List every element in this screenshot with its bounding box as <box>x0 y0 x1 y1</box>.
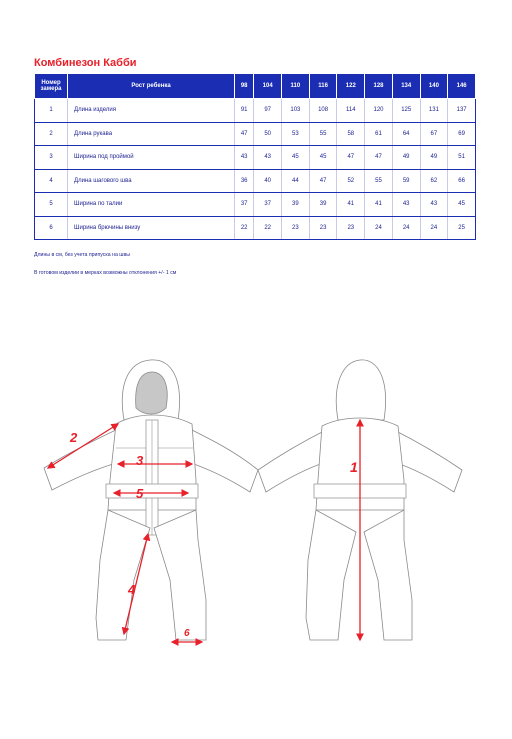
table-cell: 50 <box>254 122 282 146</box>
table-cell: 39 <box>282 193 310 217</box>
measure-name: Длина изделия <box>68 99 235 123</box>
marker-number: 3 <box>136 453 144 468</box>
table-cell: 45 <box>448 193 476 217</box>
table-cell: 36 <box>235 169 254 193</box>
measure-number: 1 <box>35 99 68 123</box>
table-cell: 22 <box>235 216 254 240</box>
front-view <box>44 360 258 640</box>
header-size: 98 <box>235 74 254 99</box>
header-size: 104 <box>254 74 282 99</box>
table-cell: 120 <box>365 99 393 123</box>
table-cell: 47 <box>337 146 365 170</box>
table-cell: 49 <box>392 146 420 170</box>
back-right-leg <box>364 510 412 640</box>
header-size: 116 <box>309 74 337 99</box>
measure-number: 6 <box>35 216 68 240</box>
header-size: 140 <box>420 74 448 99</box>
hood-lining <box>136 372 168 414</box>
table-cell: 67 <box>420 122 448 146</box>
back-hood <box>336 360 385 420</box>
table-cell: 43 <box>420 193 448 217</box>
table-cell: 55 <box>309 122 337 146</box>
page-title: Комбинезон Кабби <box>34 57 137 69</box>
table-cell: 137 <box>448 99 476 123</box>
table-cell: 58 <box>337 122 365 146</box>
measure-number: 5 <box>35 193 68 217</box>
table-cell: 37 <box>235 193 254 217</box>
header-measure-no: Номер замера <box>35 74 68 99</box>
table-cell: 69 <box>448 122 476 146</box>
note-tolerance: В готовом изделии в мерках возможны отклонения +/- 1 см <box>34 270 177 276</box>
table-cell: 45 <box>282 146 310 170</box>
marker-number: 1 <box>350 459 358 475</box>
measure-name: Длина рукава <box>68 122 235 146</box>
table-cell: 91 <box>235 99 254 123</box>
note-units: Длины в см, без учета припуска на швы <box>34 252 130 258</box>
measure-name: Ширина под проймой <box>68 146 235 170</box>
table-cell: 25 <box>448 216 476 240</box>
table-cell: 108 <box>309 99 337 123</box>
table-cell: 24 <box>392 216 420 240</box>
table-cell: 43 <box>254 146 282 170</box>
table-cell: 41 <box>337 193 365 217</box>
table-cell: 24 <box>420 216 448 240</box>
table-cell: 62 <box>420 169 448 193</box>
header-size: 122 <box>337 74 365 99</box>
table-cell: 47 <box>309 169 337 193</box>
back-left-leg <box>306 510 356 640</box>
table-cell: 97 <box>254 99 282 123</box>
back-left-sleeve <box>258 430 326 492</box>
table-cell: 59 <box>392 169 420 193</box>
table-cell: 23 <box>282 216 310 240</box>
front-left-leg <box>96 510 150 640</box>
waist-band <box>106 484 198 498</box>
marker-number: 6 <box>184 628 190 639</box>
table-cell: 49 <box>420 146 448 170</box>
table-cell: 23 <box>337 216 365 240</box>
table-cell: 52 <box>337 169 365 193</box>
marker-number: 2 <box>70 430 78 445</box>
marker-number: 4 <box>128 582 136 597</box>
table-cell: 53 <box>282 122 310 146</box>
table-cell: 45 <box>309 146 337 170</box>
measure-name: Длина шагового шва <box>68 169 235 193</box>
table-cell: 41 <box>365 193 393 217</box>
table-cell: 22 <box>254 216 282 240</box>
header-size: 134 <box>392 74 420 99</box>
header-height: Рост ребенка <box>68 74 235 99</box>
table-cell: 61 <box>365 122 393 146</box>
table-cell: 131 <box>420 99 448 123</box>
table-cell: 40 <box>254 169 282 193</box>
measure-number: 3 <box>35 146 68 170</box>
header-size: 146 <box>448 74 476 99</box>
table-cell: 43 <box>235 146 254 170</box>
table-cell: 55 <box>365 169 393 193</box>
table-cell: 39 <box>309 193 337 217</box>
table-cell: 103 <box>282 99 310 123</box>
table-cell: 51 <box>448 146 476 170</box>
table-cell: 43 <box>392 193 420 217</box>
table-cell: 44 <box>282 169 310 193</box>
table-cell: 37 <box>254 193 282 217</box>
measure-number: 2 <box>35 122 68 146</box>
measure-name: Ширина по талии <box>68 193 235 217</box>
front-left-sleeve <box>44 428 120 490</box>
measure-name: Ширина брючины внизу <box>68 216 235 240</box>
marker-number: 5 <box>136 486 144 501</box>
table-cell: 125 <box>392 99 420 123</box>
header-size: 110 <box>282 74 310 99</box>
table-cell: 47 <box>235 122 254 146</box>
front-right-leg <box>154 510 206 640</box>
table-cell: 23 <box>309 216 337 240</box>
table-cell: 24 <box>365 216 393 240</box>
measure-number: 4 <box>35 169 68 193</box>
table-cell: 47 <box>365 146 393 170</box>
front-right-sleeve <box>188 428 258 492</box>
table-cell: 114 <box>337 99 365 123</box>
table-cell: 66 <box>448 169 476 193</box>
table-cell: 64 <box>392 122 420 146</box>
header-size: 128 <box>365 74 393 99</box>
